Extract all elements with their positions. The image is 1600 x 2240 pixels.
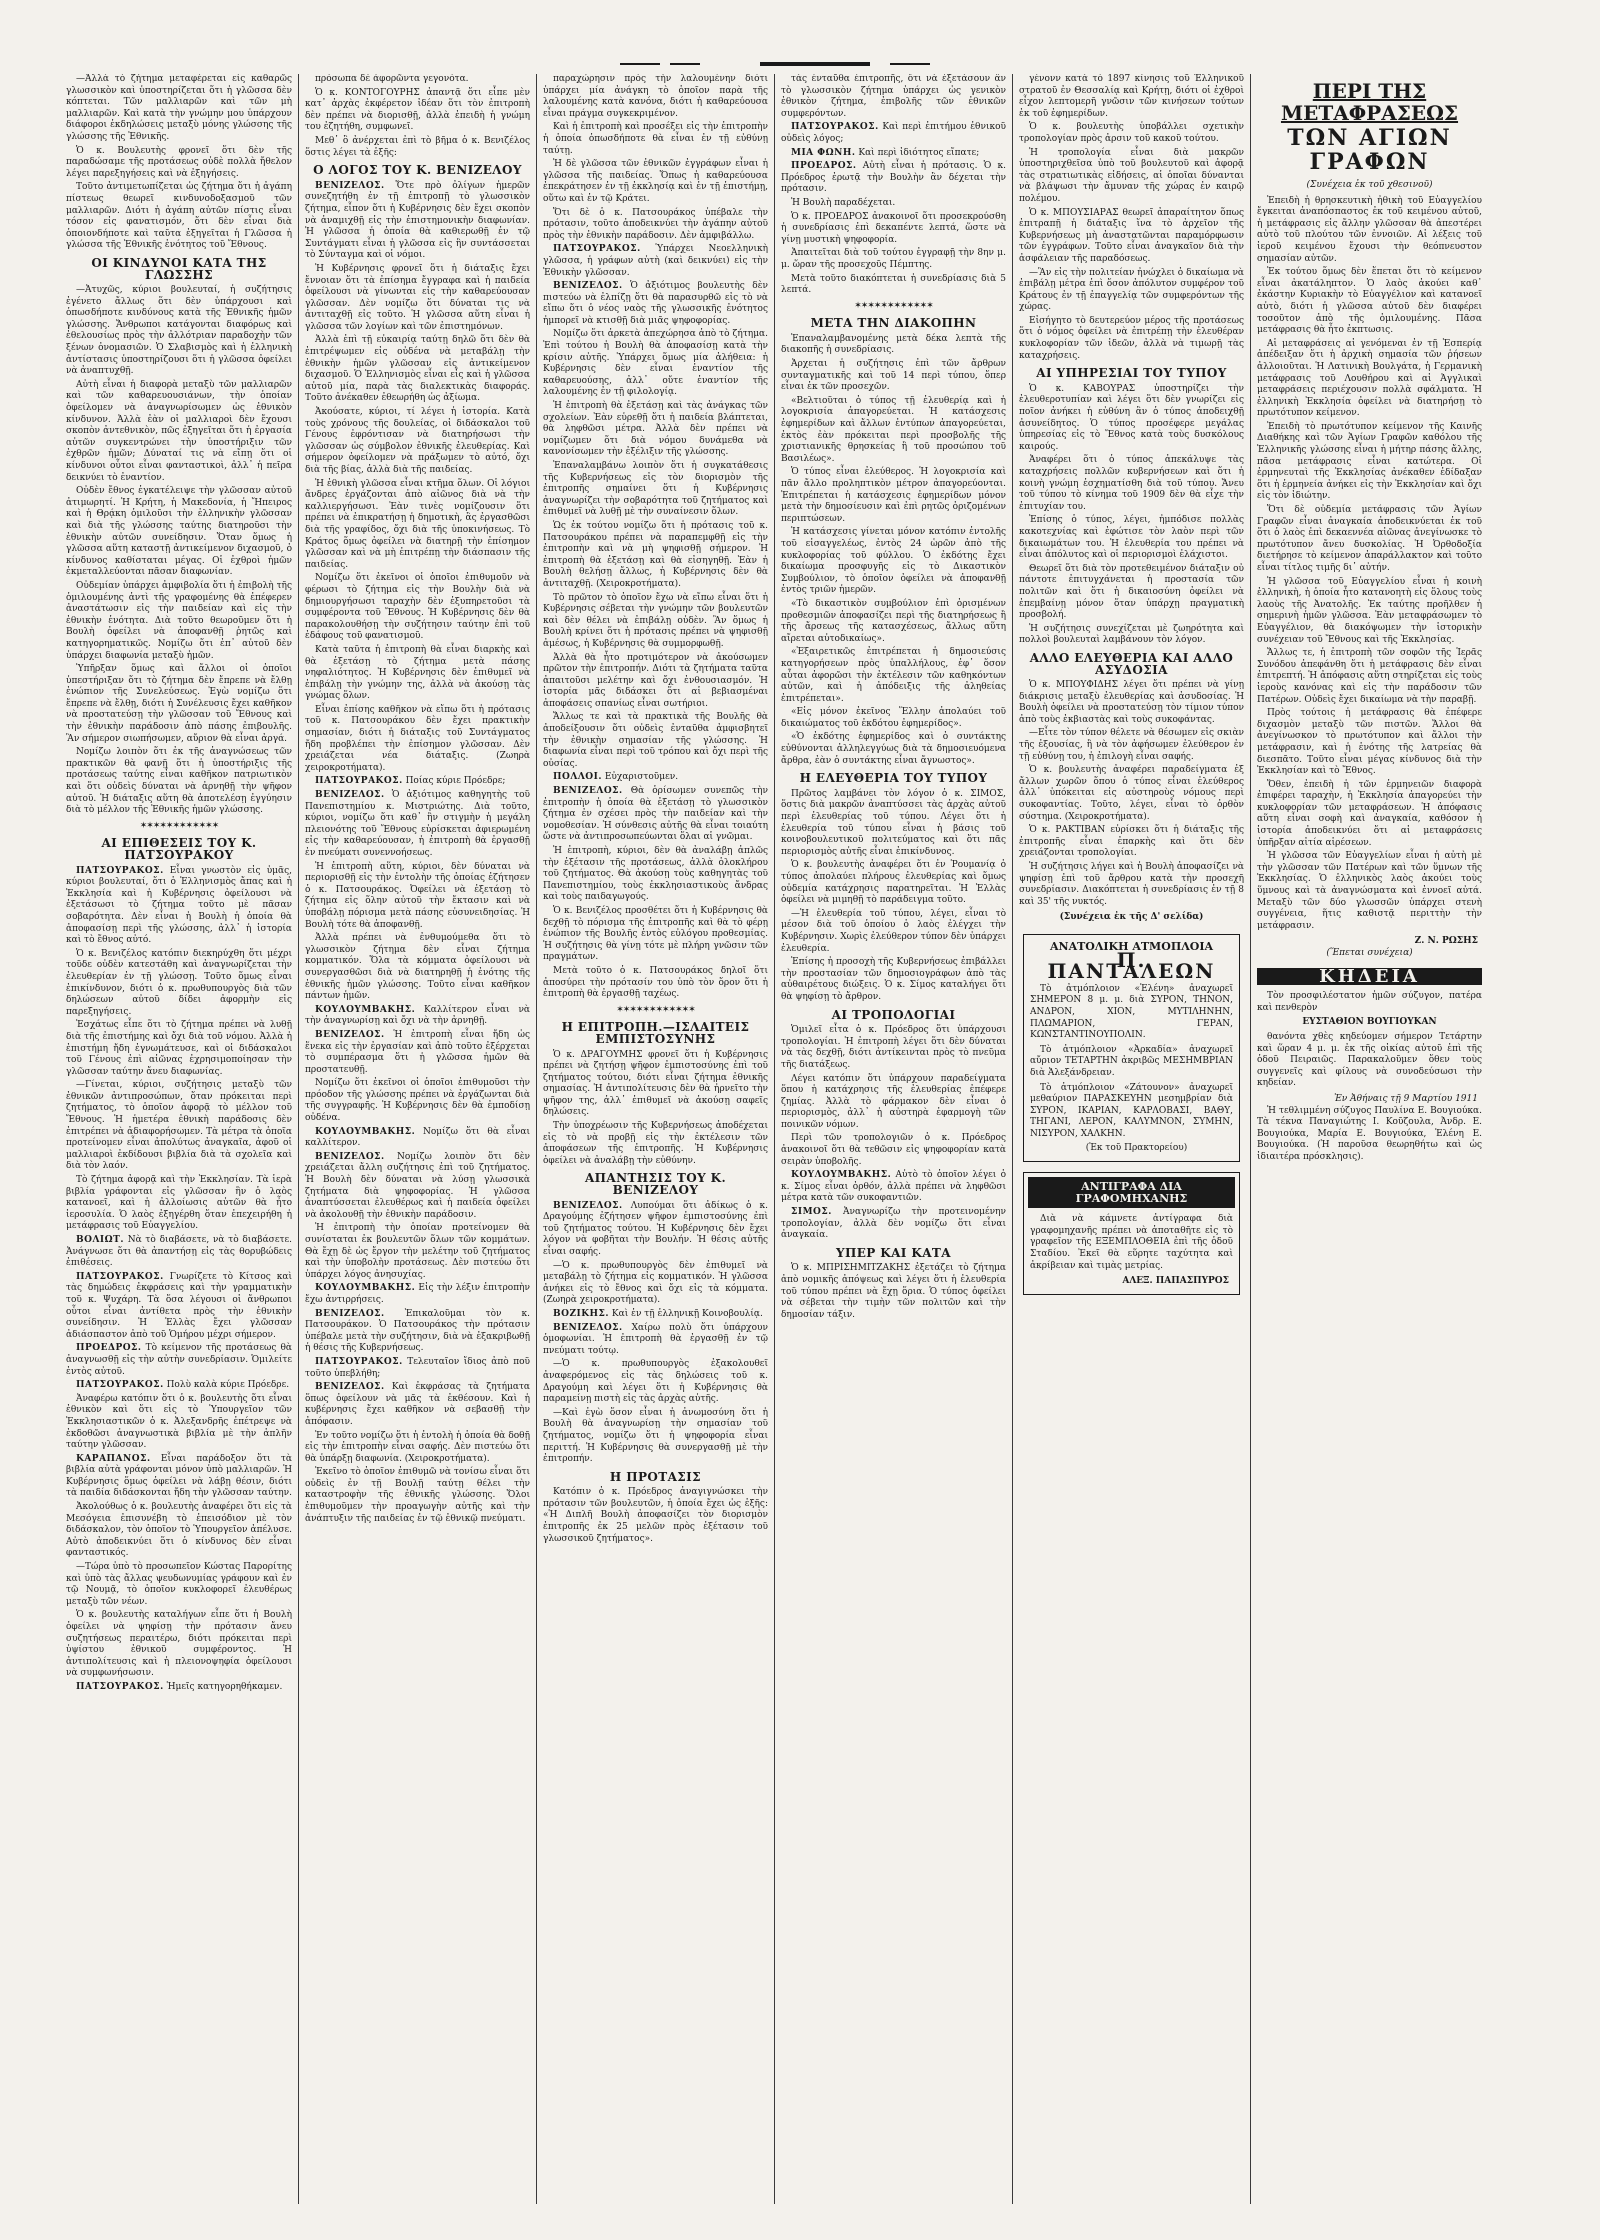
shipping-company: Π. ΠΑΝΤΑΛΕΩΝ [1047,947,1216,984]
funeral-date: Ἐν Ἀθήναις τῇ 9 Μαρτίου 1911 [1334,1093,1478,1104]
column-6: ΠΕΡΙ ΤΗΣ ΜΕΤΑΦΡΑΣΕΩΣ ΤΩΝ ΑΓΙΩΝ ΓΡΑΦΩΝ (Συνέχεια ἐκ τοῦ χθεσινοῦ) Ἐπειδὴ ἡ θρησκευτικὴ ἠθικὴ τοῦ Εὐαγγελίου ἔγκειται ἀναπόσπαστος ἐκ τοῦ κειμένου αὐτοῦ, ἡ μετάφρασις εἰς ἄλλην γλῶσσαν θὰ ἀπεστέρει αὐτὸ τοῦ πλούτου τῶν ἐννοιῶν. Αἱ λέξεις τοῦ ἱεροῦ κειμένου ἔχουσι τὴν θεόπνευστον σημασίαν αὐτῶν. Ἐκ τούτου ὅμως δὲν ἕπεται ὅτι τὸ κείμενον εἶναι ἀκατάληπτον. Ὁ λαὸς ἀκούει καθ᾽ ἑκάστην Κυριακὴν τὸ Εὐαγγέλιον καὶ κατανοεῖ αὐτὸ, διότι ἡ γλῶσσα αὐτοῦ δὲν διαφέρει τοσοῦτον ἀπὸ τῆς ὁμιλουμένης. Πᾶσα μετάφρασις θὰ ἦτο ἐκπτωσις. Αἱ μεταφράσεις αἱ γενόμεναι ἐν τῇ Ἑσπερίᾳ ἀπέδειξαν ὅτι ἡ ἀρχικὴ σημασία τῶν ῥήσεων ἀλλοιοῦται. Ἡ Λατινικὴ Βουλγάτα, ἡ Γερμανικὴ μετάφρασις τοῦ Λουθήρου καὶ αἱ Ἀγγλικαὶ μεταφράσεις περιέχουσιν πολλὰ σφάλματα. Ἡ ἑλληνικὴ Ἐκκλησία ὀφείλει νὰ διατηρήσῃ τὸ πρωτότυπον κείμενον. Ἐπειδὴ τὸ πρωτότυπον κείμενον τῆς Καινῆς Διαθήκης καὶ τῶν Ἁγίων Γραφῶν καθόλου τῆς Ἑλληνικῆς γλώσσης εἶναι ἡ μήτηρ πάσης ἄλλης, πᾶσα μετάφρασις εἶναι κατώτερα. Οἱ ἑρμηνευταὶ τῆς Ἐκκλησίας ἀνέκαθεν ἐδίδαξαν ὅτι ἡ ἑρμηνεία ἀνήκει εἰς τὴν Ἐκκλησίαν καὶ ὄχι εἰς τὸν ἰδιώτην. Ὅτι δὲ οὐδεμία μετάφρασις τῶν Ἁγίων Γραφῶν εἶναι ἀναγκαία ἀποδεικνύεται ἐκ τοῦ ὅτι ὁ λαὸς ἐπὶ δεκαεννέα αἰῶνας ἀνεγίνωσκε τὸ πρωτότυπον ἄνευ δυσκολίας. Ἡ Ὀρθοδοξία διετήρησε τὸ κείμενον ἀπαράλλακτον καὶ τοῦτο εἶναι τίτλος τιμῆς δι᾽ αὐτήν. Ἡ γλῶσσα τοῦ Εὐαγγελίου εἶναι ἡ κοινὴ ἑλληνικὴ, ἡ ὁποία ἦτο κατανοητὴ εἰς ὅλους τοὺς λαοὺς τῆς Ἀνατολῆς. Ἐκ ταύτης προῆλθεν ἡ σημερινὴ ἡμῶν γλῶσσα. Ἐὰν μεταφράσωμεν τὸ Εὐαγγέλιον, θὰ διακόψωμεν τὴν ἱστορικὴν συνέχειαν τοῦ Ἔθνους καὶ τῆς Ἐκκλησίας. Ἄλλως τε, ἡ ἐπιτροπὴ τῶν σοφῶν τῆς Ἱερᾶς Συνόδου ἀπεφάνθη ὅτι ἡ μετάφρασις δὲν εἶναι ἐπιτρεπτή. Ἡ ἀπόφασις αὕτη στηρίζεται εἰς τοὺς ἱεροὺς κανόνας καὶ εἰς τὴν παράδοσιν τῶν Πατέρων. Οὐδεὶς ἔχει δικαίωμα νὰ τὴν παραβῇ. Πρὸς τούτοις ἡ μετάφρασις θὰ ἐπέφερε διχασμὸν μεταξὺ τῶν πιστῶν. Ἄλλοι θὰ ἀνεγίνωσκον τὸ πρωτότυπον καὶ ἄλλοι τὴν μετάφρασιν, καὶ ἡ ἑνότης τῆς λατρείας θὰ διεσπᾶτο. Τοῦτο εἶναι μέγας κίνδυνος διὰ τὴν Ἐκκλησίαν καὶ τὸ Ἔθνος. Ὅθεν, ἐπειδὴ ἡ τῶν ἑρμηνειῶν διαφορὰ ἐπιφέρει ταραχὴν, ἡ Ἐκκλησία ἀπαγορεύει τὴν κυκλοφορίαν τῶν μεταφράσεων. Ἡ ἀπόφασις αὕτη εἶναι σοφὴ καὶ ἀναγκαία, καθόσον ἡ ἱστορία ἀποδεικνύει ὅτι αἱ μεταφράσεις ὑπῆρξαν αἰτία αἱρέσεων. Ἡ γλῶσσα τῶν Εὐαγγελίων εἶναι ἡ αὐτὴ μὲ τὴν γλῶσσαν τῶν Πατέρων καὶ τῶν ὕμνων τῆς Ἐκκλησίας. Ὁ ἑλληνικὸς λαὸς ἀκούει τοὺς ὕμνους καὶ τὰ ἀναγνώσματα καὶ ἐννοεῖ αὐτά. Μεταξὺ τῶν δύο γλωσσῶν ὑπάρχει στενὴ συγγένεια, ἥτις καθιστᾷ περιττὴν τὴν μετάφρασιν. Ζ. Ν. ΡΩΣΗΣ (Ἕπεται συνέχεια) ΚΗΔΕΙΑ Τὸν προσφιλέστατον ἡμῶν σύζυγον, πατέρα καὶ πενθερὸν ΕΥΣΤΑΘΙΟΝ ΒΟΥΓΙΟΥΚΑΝ θανόντα χθὲς κηδεύομεν σήμερον Τετάρτην καὶ ὥραν 4 μ. μ. ἐκ τῆς οἰκίας αὐτοῦ ἐπὶ τῆς ὁδοῦ Πειραιῶς. Παρακαλοῦμεν ὅθεν τοὺς συγγενεῖς καὶ φίλους νὰ συνοδεύσωσι τὴν κηδείαν. Ἐν Ἀθήναις τῇ 9 Μαρτίου 1911 Ἡ τεθλιμμένη σύζυγος Παυλίνα Ε. Βουγιούκα. Τὰ τέκνα Παναγιώτης Ι. Κοῦζουλα, Ἀνδρ. Ε. Βουγιούκα, Μαρία Ε. Βουγιούκα, Ἑλένη Ε. Βουγιούκα. (Ἡ παροῦσα θεωρηθήτω καὶ ὡς ἰδιαιτέρα πρόσκλησις). [1250,74,1488,2204]
article-author: Ζ. Ν. ΡΩΣΗΣ [1414,936,1478,947]
article-title-line2: ΤΩΝ ΑΓΙΩΝ ΓΡΑΦΩΝ [1287,125,1452,175]
typewriter-title: ΑΝΤΙΓΡΑΦΑ ΔΙΑ ΓΡΑΦΟΜΗΧΑΝΗΣ [1028,1177,1235,1208]
columns [60,74,1560,2204]
article-continued: (Ἕπεται συνέχεια) [1326,948,1413,958]
column-5: γένονν κατὰ τὸ 1897 κίνησις τοῦ Ἑλληνικοῦ στρατοῦ ἐν Θεσσαλίᾳ καὶ Κρήτῃ, διότι οἱ ἐχθροὶ εἶχον λεπτομερῆ γνῶσιν τῶν κινήσεων τούτων ἐκ τοῦ ἐφημερίδων. Ὁ κ. βουλευτὴς ὑποβάλλει σχετικὴν τροπολογίαν πρὸς ἀρσιν τοῦ κακοῦ τούτου. Ἡ τροπολογία εἶναι διὰ μακρῶν ὑποστηριχθεῖσα ὑπὸ τοῦ βουλευτοῦ καὶ ἀφορᾷ τὰς στρατιωτικὰς εἰδήσεις, αἱ ὁποῖαι δύνανται νὰ βλάψωσι τὴν ἄμυναν τῆς χώρας ἐν καιρῷ πολέμου. Ὁ κ. ΜΠΟΥΣΙΑΡΑΣ θεωρεῖ ἀπαραίτητον ὅπως ἐπιτραπῇ ἡ διάταξις ἵνα τὸ ἀρχεῖον τῆς Κυβερνήσεως μὴ ἀναστατῶνται παραμόρφωσιν τῶν ἐγγράφων. Τοῦτο εἶναι ἀναγκαῖον διὰ τὴν ἀσφάλειαν τῆς παραδόσεως. —Ἂν εἰς τὴν πολιτείαν ἠνώχλει ὁ δικαίωμα νὰ ἐπιβάλῃ μέτρα ἐπὶ ὅσον ἀπόλυτον συμφέρον τοῦ Κράτους ἐν τῇ ἐπαγγελίᾳ τῶν συμφερόντων τῆς χώρας. Εἰσήγητο τὸ δευτερεύον μέρος τῆς προτάσεως ὅτι ὁ νόμος ὀφείλει νὰ ἐπιτρέπῃ τὴν ἐλευθέραν κυκλοφορίαν τῶν ἰδεῶν, ἀλλὰ νὰ τιμωρῇ τὰς καταχρήσεις. ΑΙ ΥΠΗΡΕΣΙΑΙ ΤΟΥ ΤΥΠΟΥ Ὁ κ. ΚΑΒΟΥΡΑΣ ὑποστηρίζει τὴν ἐλευθεροτυπίαν καὶ λέγει ὅτι δὲν γνωρίζει εἰς ποῖον ἀνήκει ἡ εὐθύνη ἂν ὁ τύπος ἀποδειχθῇ ἀσυνείδητος. Ὁ τύπος προσέφερε μεγάλας ὑπηρεσίας εἰς τὸ Ἔθνος κατὰ τοὺς δυσκόλους καιρούς. Ἀναφέρει ὅτι ὁ τύπος ἀπεκάλυψε τὰς καταχρήσεις πολλῶν κυβερνήσεων καὶ ὅτι ἡ κοινὴ γνώμη ἐσχηματίσθη διὰ τοῦ τύπου. Ἄνευ τοῦ τύπου τὸ κίνημα τοῦ 1909 δὲν θὰ εἶχε τὴν ἐπιτυχίαν του. Ἐπίσης ὁ τύπος, λέγει, ἠμπόδισε πολλὰς κακοτεχνίας καὶ ἐφώτισε τὸν λαὸν περὶ τῶν δικαιωμάτων του. Ἡ ἐλευθερία του πρέπει νὰ εἶναι ἀπόλυτος καὶ οἱ περιορισμοὶ ἐλάχιστοι. Θεωρεῖ ὅτι διὰ τὸν προτεθειμένον διάταξιν οὐ πάντοτε ἐπιτυγχάνεται ἡ προστασία τῶν πολιτῶν καὶ ὅτι ἡ δικαιοσύνη ὀφείλει νὰ ἐπεμβαίνῃ μόνον ὅταν ὑπάρχῃ πραγματικὴ προσβολή. Ἡ συζήτησις συνεχίζεται μὲ ζωηρότητα καὶ πολλοὶ βουλευταὶ λαμβάνουν τὸν λόγον. ΑΛΛΟ ΕΛΕΥΘΕΡΙΑ ΚΑΙ ΑΛΛΟ ΑΣΥΔΟΣΙΑ Ὁ κ. ΜΠΟΥΦΙΔΗΣ λέγει ὅτι πρέπει νὰ γίνῃ διάκρισις μεταξὺ ἐλευθερίας καὶ ἀσυδοσίας. Ἡ Βουλὴ ὀφείλει νὰ προστατεύσῃ τὸν τίμιον τύπον ἀπὸ τοὺς ἐκβιαστὰς καὶ τοὺς συκοφάντας. —Εἶτε τὸν τύπον θέλετε νὰ θέσωμεν εἰς σκιὰν τῆς ἐξουσίας, ἢ νὰ τὸν ἀφήσωμεν ἐλεύθερον ἐν τῇ εὐθύνῃ του, ἡ ἐπιλογὴ εἶναι σαφής. Ὁ κ. βουλευτὴς ἀναφέρει παραδείγματα ἐξ ἄλλων χωρῶν ὅπου ὁ τύπος εἶναι ἐλεύθερος ἀλλ᾽ ὑπόκειται εἰς αὐστηροὺς νόμους περὶ συκοφαντίας. Τοῦτο, λέγει, εἶναι τὸ ὀρθὸν σύστημα. (Χειροκροτήματα). Ὁ κ. ΡΑΚΤΙΒΑΝ εὐρίσκει ὅτι ἡ διάταξις τῆς ἐπιτροπῆς εἶναι ἐπαρκὴς καὶ ὅτι δὲν χρειάζονται τροπολογίαι. Ἡ συζήτησις λήγει καὶ ἡ Βουλὴ ἀποφασίζει νὰ ψηφίσῃ ἐπὶ τοῦ ἄρθρου κατὰ τὴν προσεχῆ συνεδρίασιν. Διακόπτεται ἡ συνεδρίασις ἐν τῇ 8 καὶ 35' τῆς νυκτός. (Συνέχεια ἐκ τῆς Δ' σελίδα) ΑΝΑΤΟΛΙΚΗ ΑΤΜΟΠΛΟΙΑ Π. ΠΑΝΤΑΛΕΩΝ Τὸ ἀτμόπλοιον «Ἑλένη» ἀναχωρεῖ ΣΗΜΕΡΟΝ 8 μ. μ. διὰ ΣΥΡΟΝ, ΤΗΝΟΝ, ΑΝΔΡΟΝ, ΧΙΟΝ, ΜΥΤΙΛΗΝΗΝ, ΠΛΩΜΑΡΙΟΝ, ΓΕΡΑΝ, ΚΩΝΣΤΑΝΤΙΝΟΥΠΟΛΙΝ. Τὸ ἀτμόπλοιον «Ἀρκαδία» ἀναχωρεῖ αὔριον ΤΕΤΑΡΤΗΝ ἀκριβῶς ΜΕΣΗΜΒΡΙΑΝ διὰ Ἀλεξάνδρειαν. Τὸ ἀτμόπλοιον «Ζάτουνον» ἀναχωρεῖ μεθαύριον ΠΑΡΑΣΚΕΥΗΝ μεσημβρίαν διὰ ΣΥΡΟΝ, ΙΚΑΡΙΑΝ, ΚΑΡΛΟΒΑΣΙ, ΒΑΘΥ, ΤΗΓΑΝΙ, ΛΕΡΟΝ, ΚΑΛΥΜΝΟΝ, ΣΥΜΗΝ, ΝΙΣΥΡΟΝ, ΧΑΛΚΗΝ. (Ἐκ τοῦ Πρακτορείου) ΑΝΤΙΓΡΑΦΑ ΔΙΑ ΓΡΑΦΟΜΗΧΑΝΗΣ Διὰ νὰ κάμνετε ἀντίγραφα διὰ γραφομηχανῆς πρέπει νὰ ἀποταθῆτε εἰς τὸ γραφεῖον τῆς ΕΞΕΜΠΛΟΘΕΙΑ ἐπὶ τῆς ὁδοῦ Σταδίου. Ἐκεῖ θὰ εὕρητε ταχύτητα καὶ ἀκρίβειαν καὶ τιμὰς μετρίας. ΑΛΕΞ. ΠΑΠΑΣΠΥΡΟΣ [1012,74,1250,2204]
heading-tropologiai: ΑΙ ΤΡΟΠΟΛΟΓΙΑΙ [831,1007,956,1022]
typewriter-ad: ΑΝΤΙΓΡΑΦΑ ΔΙΑ ΓΡΑΦΟΜΗΧΑΝΗΣ Διὰ νὰ κάμνετε ἀντίγραφα διὰ γραφομηχανῆς πρέπει νὰ ἀποταθῆτε εἰς τὸ γραφεῖον τῆς ΕΞΕΜΠΛΟΘΕΙΑ ἐπὶ τῆς ὁδοῦ Σταδίου. Ἐκεῖ θὰ εὕρητε ταχύτητα καὶ ἀκρίβειαν καὶ τιμὰς μετρίας. ΑΛΕΞ. ΠΑΠΑΣΠΥΡΟΣ [1023,1172,1240,1295]
newspaper-page [60,60,1560,2210]
heading-diakopi: ΜΕΤΑ ΤΗΝ ΔΙΑΚΟΠΗΝ [810,316,977,331]
column-3: παραχώρησιν πρὸς τὴν λαλουμένην διότι ὑπάρχει μία ἀνάγκη τὸ ὁποῖον παρὰ τῆς λαλουμένης κατὰ κανόνα, διότι ἡ καθαρεύουσα εἶναι πράγμα συγκεκριμένον. Καὶ ἡ ἐπιτροπὴ καὶ προσέξει εἰς τὴν ἐπιτροπὴν ἡ ὁποία ὁπωσδήποτε θὰ εἶναι ἐν τῇ εὐθύνῃ ταύτῃ. Ἡ δὲ γλῶσσα τῶν ἐθνικῶν ἐγγράφων εἶναι ἡ γλῶσσα τῆς παιδείας. Ὅπως ἡ καθαρεύουσα ἐπεκράτησεν ἐν τῇ ἐκκλησίᾳ καὶ ἐν τῇ ἐπιστήμῃ, οὕτω καὶ ἐν τῷ Κράτει. Ὅτι δὲ ὁ κ. Πατσουράκος ὑπέβαλε τὴν πρότασιν, τοῦτο ἀποδεικνύει τὴν ἀγάπην αὐτοῦ πρὸς τὴν ἐθνικὴν παράδοσιν. Δὲν ἀμφιβάλλω. ΠΑΤΣΟΥΡΑΚΟΣ. Ὑπάρχει Νεοελληνικὴ γλῶσσα, ἡ γράφων αὐτὴ (καὶ δεικνύει) εἰς τὴν Ἐθνικὴν γλῶσσαν. ΒΕΝΙΖΕΛΟΣ. Ὁ ἀξιότιμος βουλευτὴς δὲν πιστεύω νὰ ἐλπίζῃ ὅτι θὰ παρασυρθῶ εἰς τὸ νὰ εἴπω ὅτι ὁ νέος ναὸς τῆς γλωσσικῆς ἐνότητος ἠμπορεῖ νὰ κτισθῇ διὰ μιᾶς ψηφοφορίας. Νομίζω ὅτι ἀρκετὰ ἀπεχώρησα ἀπὸ τὸ ζήτημα. Ἐπὶ τούτου ἡ Βουλὴ θὰ ἀποφασίσῃ κατὰ τὴν κρίσιν αὐτῆς. Ὑπάρχει ὅμως μία ἀλήθεια: ἡ Κυβέρνησις δὲν εἶναι ἐναντίον τῆς καθαρευούσης, ἀλλ᾽ οὔτε ἐναντίον τῆς λαλουμένης ἐν τῇ φιλολογίᾳ. Ἡ ἐπιτροπὴ θὰ ἐξετάσῃ καὶ τὰς ἀνάγκας τῶν σχολείων. Ἐὰν εὑρεθῇ ὅτι ἡ παιδεία βλάπτεται, θὰ ληφθῶσι μέτρα. Ἀλλὰ δὲν πρέπει νὰ νομίζωμεν ὅτι διὰ νόμου δυνάμεθα νὰ κανονίσωμεν τὴν ἐξέλιξιν τῆς γλώσσης. Ἐπαναλαμβάνω λοιπὸν ὅτι ἡ συγκατάθεσις τῆς Κυβερνήσεως εἰς τὸν διορισμὸν τῆς ἐπιτροπῆς σημαίνει ὅτι ἡ Κυβέρνησις ἀναγνωρίζει τὴν σοβαρότητα τοῦ ζητήματος καὶ ἐπιθυμεῖ νὰ λυθῇ μὲ τὴν συναίνεσιν ὅλων. Ὡς ἐκ τούτου νομίζω ὅτι ἡ πρότασις τοῦ κ. Πατσουράκου πρέπει νὰ παραπεμφθῇ εἰς τὴν ἐπιτροπὴν καὶ νὰ μὴ ψηφισθῇ σήμερον. Ἡ ἐπιτροπὴ θὰ ἐξετάσῃ καὶ θὰ εἰσηγηθῇ. Ἐὰν ἡ Βουλὴ θελήσῃ ἄλλως, ἡ Κυβέρνησις δὲν θὰ ἀντιταχθῇ. (Χειροκροτήματα). Τὸ πρῶτον τὸ ὁποῖον ἔχω νὰ εἴπω εἶναι ὅτι ἡ Κυβέρνησις σέβεται τὴν γνώμην τῶν βουλευτῶν καὶ δὲν θέλει νὰ ἐπιβάλῃ οὐδὲν. Ἂν ὅμως ἡ Βουλὴ κρίνει ὅτι ἡ πρότασις πρέπει νὰ ψηφισθῇ ἀμέσως, ἡ Κυβέρνησις θὰ συμμορφωθῇ. Ἀλλὰ θὰ ἦτο προτιμότερον νὰ ἀκούσωμεν πρῶτον τὴν ἐπιτροπήν. Διότι τὰ ζητήματα ταῦτα ἀπαιτοῦσι μελέτην καὶ ὄχι ἐνθουσιασμόν. Ἡ ἱστορία μᾶς διδάσκει ὅτι αἱ βεβιασμέναι ἀποφάσεις σπανίως εἶναι σωτήριοι. Ἄλλως τε καὶ τὰ πρακτικὰ τῆς Βουλῆς θὰ ἀποδείξουσιν ὅτι οὐδεὶς ἐνταῦθα ἀμφισβητεῖ τὴν ἐθνικὴν σημασίαν τῆς γλώσσης. Ἡ διαφωνία εἶναι περὶ τοῦ τρόπου καὶ ὄχι περὶ τῆς οὐσίας. ΠΟΛΛΟΙ. Εὐχαριστοῦμεν. ΒΕΝΙΖΕΛΟΣ. Θὰ ὁρίσωμεν συνεπῶς τὴν ἐπιτροπὴν ἡ ὁποία θὰ ἐξετάσῃ τὸ γλωσσικὸν ζήτημα ἐν σχέσει πρὸς τὴν παιδείαν καὶ τὴν νομοθεσίαν. Ἡ σύνθεσις αὐτῆς θὰ εἶναι τοιαύτη ὥστε νὰ ἀντιπροσωπεύωνται ὅλαι αἱ γνῶμαι. Ἡ ἐπιτροπὴ, κύριοι, δὲν θὰ ἀναλάβῃ ἀπλῶς τὴν ἐξέτασιν τῆς προτάσεως, ἀλλὰ ὁλοκλήρου τοῦ ζητήματος. Θὰ ἀκούσῃ τοὺς καθηγητὰς τοῦ Πανεπιστημίου, τοὺς ἐκκλησιαστικοὺς ἄνδρας καὶ τοὺς παιδαγωγούς. Ὁ κ. Βενιζέλος προσθέτει ὅτι ἡ Κυβέρνησις θὰ δεχθῇ τὸ πόρισμα τῆς ἐπιτροπῆς καὶ θὰ τὸ φέρῃ ἐνώπιον τῆς Βουλῆς ἐντὸς εὐλόγου προθεσμίας. Ἡ συζήτησις θὰ γίνῃ τότε μὲ πλήρη γνῶσιν τῶν πραγμάτων. Μετὰ τοῦτο ὁ κ. Πατσουράκος δηλοῖ ὅτι ἀποσύρει τὴν πρότασίν του ὑπὸ τὸν ὅρον ὅτι ἡ ἐπιτροπὴ θὰ ἐργασθῇ ταχέως. ✶✶✶✶✶✶✶✶✶✶✶✶ Η ΕΠΙΤΡΟΠΗ.—ΙΣΛΑΙΤΕΙΣ ΕΜΠΙΣΤΟΣΥΝΗΣ Ὁ κ. ΔΡΑΓΟΥΜΗΣ φρονεῖ ὅτι ἡ Κυβέρνησις πρέπει νὰ ζητήσῃ ψῆφον ἐμπιστοσύνης ἐπὶ τοῦ ζητήματος τούτου, διότι εἶναι ζήτημα ἐθνικῆς σημασίας. Ἡ ἀντιπολίτευσις δὲν θὰ ἠρνεῖτο τὴν ψῆφον της, ἀλλ᾽ ἐπιθυμεῖ νὰ ἀκούσῃ σαφεῖς δηλώσεις. Τὴν ὑποχρέωσιν τῆς Κυβερνήσεως ἀποδέχεται εἰς τὸ νὰ προβῇ εἰς τὴν ἐκτέλεσιν τῶν ἀποφάσεων τῆς ἐπιτροπῆς. Ἡ Κυβέρνησις ὀφείλει νὰ ἀναλάβῃ τὴν εὐθύνην. ΑΠΑΝΤΗΣΙΣ ΤΟΥ Κ. ΒΕΝΙΖΕΛΟΥ ΒΕΝΙΖΕΛΟΣ. Λυπούμαι ὅτι ἀδίκως ὁ κ. Δραγούμης ἐζήτησεν ψῆφον ἐμπιστοσύνης ἐπὶ τοῦ ζητήματος τούτου. Ἡ Κυβέρνησις δὲν ἔχει λόγον νὰ φοβῆται τὴν Βουλήν. Ἡ θέσις αὐτῆς εἶναι σαφής. —Ὁ κ. πρωθυπουργὸς δὲν ἐπιθυμεῖ νὰ μεταβάλῃ τὸ ζήτημα εἰς κομματικόν. Ἡ γλῶσσα ἀνήκει εἰς τὸ ἔθνος καὶ ὄχι εἰς τὰ κόμματα. (Ζωηρὰ χειροκροτήματα). ΒΟΖΙΚΗΣ. Καὶ ἐν τῇ ἑλληνικῇ Κοινοβουλίᾳ. ΒΕΝΙΖΕΛΟΣ. Χαίρω πολὺ ὅτι ὑπάρχουν ὁμοφωνίαι. Ἡ ἐπιτροπὴ θὰ ἐργασθῇ ἐν τῷ πνεύματι τούτῳ. —Ὁ κ. πρωθυπουργὸς ἐξακολουθεῖ ἀναφερόμενος εἰς τὰς δηλώσεις τοῦ κ. Δραγούμη καὶ λέγει ὅτι ἡ Κυβέρνησις θὰ παραμείνῃ πιστὴ εἰς τὰς ἀρχὰς αὐτῆς. —Καὶ ἐγὼ ὅσον εἶναι ἡ ἀνωμοσύνη ὅτι ἡ Βουλὴ θὰ ἀναγνωρίσῃ τὴν σημασίαν τοῦ ζητήματος, νομίζω ὅτι ἡ ψηφοφορία εἶναι περιττή. Ἡ Κυβέρνησις θὰ συνεργασθῇ μὲ τὴν ἐπιτροπήν. Η ΠΡΟΤΑΣΙΣ Κατόπιν ὁ κ. Πρόεδρος ἀναγιγνώσκει τὴν πρότασιν τῶν βουλευτῶν, ἡ ὁποία ἔχει ὡς ἑξῆς: «Ἡ Διπλῆ Βουλὴ ἀποφασίζει τὸν διορισμὸν ἐπιτροπῆς ἐκ 25 μελῶν πρὸς ἐξέτασιν τοῦ γλωσσικοῦ ζητήματος». [536,74,774,2204]
column-1: —Ἀλλὰ τὸ ζήτημα μεταφέρεται εἰς καθαρῶς γλωσσικὸν καὶ ὑποστηρίζεται ὅτι ἡ γλῶσσα δὲν κόπτεται. Τῶν μαλλιαρῶν καὶ τῶν μὴ μαλλιαρῶν. Καὶ κατὰ τὴν γνώμην μου ὑπάρχουν διάφοροι ἐκδηλώσεις μεταξὺ μόνης γλώσσης τῆς γλώσσης τῆς Ἐθνικῆς. Ὁ κ. Βουλευτὴς φρονεῖ ὅτι δὲν τῆς παραδώσαμε τῆς προτάσεως οὐδὲ πολλὰ ἤθελον λέγει παρεξηγήσεις καὶ νὰ ἐξηγήσεις. Τοῦτο ἀντιμετωπίζεται ὡς ζήτημα ὅτι ἡ ἀγάπη πίστεως θεωρεῖ κινδυνοδοξασμοῦ τῶν μαλλιαρῶν. Διότι ἡ ἀγάπη αὐτῶν πίστις εἶναι τόσον εἰς φανατισμόν, ὅτι δὲν εἶναι διὰ ὁποιονδήποτε καὶ ταῦτα ἐξηγεῖται ἡ Γλῶσσα ἡ γλώσσα τῆς Ἐθνικῆς ἑνότητος τοῦ Ἔθνους. ΟΙ ΚΙΝΔΥΝΟΙ ΚΑΤΑ ΤΗΣ ΓΛΩΣΣΗΣ —Ἀτυχῶς, κύριοι βουλευταί, ἡ συζήτησις ἐγένετο ἄλλως ὅτι δὲν ὑπάρχουσι καὶ ὁπωσδήποτε κινδύνους κατὰ τῆς Ἐθνικῆς ἡμῶν γλώσσης. Ἄνθρωποι κατάγονται διαφόρως καὶ ἐθελουσίως πρὸς τὴν ἀλλότριαν παραδοχὴν τῶν ξένων ὀνομασιῶν. Ὁ Σλαβισμὸς καὶ ἡ ἑλληνικὴ ἀντίστασις ὑποστηρίζουσι ὅτι ἡ γλῶσσα ὀφείλει νὰ ἀναπτυχθῇ. Αὐτὴ εἶναι ἡ διαφορὰ μεταξὺ τῶν μαλλιαρῶν καὶ τῶν καθαρευουσιάνων, τὴν ὁποίαν ὀφείλομεν νὰ ἀναγνωρίσωμεν ὡς ἐθνικὸν κίνδυνον. Ἀλλὰ ἐὰν οἱ μαλλιαροὶ δὲν ἔχουσι σκοπὸν ἀντεθνικὸν, πῶς ἐξηγεῖται ὅτι ἡ ἐργασία αὐτῶν συγκεντρώνει τὴν ὑποστήριξιν τῶν ἐχθρῶν ἡμῶν; Δύναταί τις νὰ εἴπῃ ὅτι οἱ κίνδυνοι οὗτοι εἶναι φανταστικοὶ, ἀλλ᾽ ἡ πεῖρα δεικνύει τὸ ἐναντίον. Οὐδὲν ἔθνος ἐγκατέλειψε τὴν γλῶσσαν αὐτοῦ ἀτιμωρητί. Ἡ Κρήτη, ἡ Μακεδονία, ἡ Ἤπειρος καὶ ἡ Θρᾴκη ὁμιλοῦσι τὴν ἑλληνικὴν γλῶσσαν καὶ διὰ τῆς γλώσσης ταύτης διατηροῦσι τὴν ἐθνικὴν αὐτῶν συνείδησιν. Ὅταν ὅμως ἡ γλῶσσα αὕτη καταστῇ ἀντικείμενον διχασμοῦ, ὁ κίνδυνος καθίσταται μέγας. Οἱ ἐχθροὶ ἡμῶν ἐκμεταλλεύονται πᾶσαν διαφωνίαν. Οὐδεμίαν ὑπάρχει ἀμφιβολία ὅτι ἡ ἐπιβολὴ τῆς ὁμιλουμένης ἀντὶ τῆς γραφομένης θὰ ἐπέφερεν ἀναστάτωσιν εἰς τὴν παιδείαν καὶ εἰς τὴν ἐθνικὴν ἑνότητα. Διὰ τοῦτο θεωροῦμεν ὅτι ἡ Βουλὴ ὀφείλει νὰ ἀποφανθῇ ῥητῶς καὶ κατηγορηματικῶς. Νομίζω ὅτι ἐπ᾽ αὐτοῦ δὲν ὑπάρχει διαφωνία μεταξὺ ἡμῶν. Ὑπῆρξαν ὅμως καὶ ἄλλοι οἱ ὁποῖοι ὑπεστήριξαν ὅτι τὸ ζήτημα δὲν ἔπρεπε νὰ ἔλθῃ ἐνώπιον τῆς Συνελεύσεως. Ἐγὼ νομίζω ὅτι ἔπρεπε νὰ ἔλθῃ, διότι ἡ Συνέλευσις ἔχει καθῆκον νὰ προστατεύσῃ τὴν γλῶσσαν τοῦ Ἔθνους καὶ τὴν ἐθνικὴν παράδοσιν ἀπὸ πάσης ἐπιβουλῆς. Ἂν σήμερον σιωπήσωμεν, αὔριον θὰ εἶναι ἀργά. Νομίζω λοιπὸν ὅτι ἐκ τῆς ἀναγνώσεως τῶν πρακτικῶν θὰ φανῇ ὅτι ἡ ὑποστήριξις τῆς προτάσεως ταύτης εἶναι καθῆκον πατριωτικὸν καὶ ὅτι οὐδεὶς δύναται νὰ ἀρνηθῇ τὴν ψῆφον αὐτοῦ. Ἡ διάταξις αὕτη θὰ ἀποτελέσῃ ἐγγύησιν διὰ τὸ μέλλον τῆς Ἐθνικῆς ἡμῶν γλώσσης. ✶✶✶✶✶✶✶✶✶✶✶✶ ΑΙ ΕΠΙΘΕΣΕΙΣ ΤΟΥ Κ. ΠΑΤΣΟΥΡΑΚΟΥ ΠΑΤΣΟΥΡΑΚΟΣ. Εἶναι γνωστὸν εἰς ὑμᾶς, κύριοι βουλευταί, ὅτι ὁ Ἑλληνισμὸς ἄπας καὶ ἡ Ἐκκλησία καὶ ἡ Κυβέρνησις ὀφείλουσι νὰ ἐξετάσωσι τὸ ζήτημα τοῦτο μὲ πᾶσαν σοβαρότητα. Δὲν εἶναι ἡ Βουλὴ ἡ ὁποία θὰ ἀποφασίσῃ περὶ τῆς γλώσσης, ἀλλ᾽ ἡ ἱστορία καὶ τὸ ἔθνος αὐτό. Ὁ κ. Βενιζέλος κατόπιν διεκηρύχθη ὅτι μέχρι τοῦδε οὐδὲν κατεστάθη καὶ ἀναγνωρίζεται τὴν ἐλευθερίαν ἐν τῇ γλώσσῃ. Τοῦτο ὅμως εἶναι ἐπικίνδυνον, διότι ὁ κ. πρωθυπουργὸς διὰ τῶν δηλώσεων αὐτοῦ δίδει ἀφορμὴν εἰς παρεξηγήσεις. Ἐσχάτως εἶπε ὅτι τὸ ζήτημα πρέπει νὰ λυθῇ διὰ τῆς ἐπιστήμης καὶ ὄχι διὰ τοῦ νόμου. Ἀλλὰ ἡ ἐπιστήμη ἤδη ἐγνωμάτευσε, καὶ οἱ διδάσκαλοι τοῦ Γένους ἐπὶ αἰῶνας ἐχρησιμοποίησαν τὴν γλῶσσαν ταύτην ἄνευ διαφωνίας. —Γίνεται, κύριοι, συζήτησις μεταξὺ τῶν ἐθνικῶν ἀντιπροσώπων, ὅταν πρόκειται περὶ ζητήματος, τὸ ὁποῖον ἀφορᾷ τὸ μέλλον τοῦ Ἔθνους. Ἡ ἡμετέρα ἐθνικὴ παράδοσις δὲν ἐπιτρέπει νὰ ἀδιαφορήσωμεν. Τὰ μέτρα τὰ ὁποῖα προτείνομεν εἶναι ἀπολύτως ἀναγκαῖα, ἀφοῦ οἱ μαλλιαροὶ ἐκδίδουσι βιβλία διὰ τὰ σχολεῖα καὶ διὰ τὸν λαόν. Τὸ ζήτημα ἀφορᾷ καὶ τὴν Ἐκκλησίαν. Τὰ ἱερὰ βιβλία γράφονται εἰς γλῶσσαν ἣν ὁ λαὸς κατανοεῖ, καὶ ἡ ἀλλοίωσις αὐτῶν θὰ ἦτο ἱεροσυλία. Ὁ λαὸς ἐξηγέρθη ὅταν ἐπεχειρήθη ἡ μετάφρασις τοῦ Εὐαγγελίου. ΒΟΛΙΩΤ. Νὰ τὸ διαβάσετε, νὰ τὸ διαβάσετε. Ἀνάγνωσε ὅτι θὰ ἀπαντήσῃ εἰς τὰς θορυβώδεις ἐπιθέσεις. ΠΑΤΣΟΥΡΑΚΟΣ. Γνωρίζετε τὸ Κίτσος καὶ τὰς δημώδεις ἐκφράσεις καὶ τὴν γραμματικὴν τοῦ κ. Ψυχάρη. Τὰ ὅσα λέγουσι οἱ ἄνθρωποι οὗτοι εἶναι ἀντίθετα πρὸς τὴν ἐθνικὴν συνείδησιν. Ἡ Ἑλλὰς ἔχει γλῶσσαν ἀδιάσπαστον ἀπὸ τοῦ Ὁμήρου μέχρι σήμερον. ΠΡΟΕΔΡΟΣ. Τὸ κείμενον τῆς προτάσεως θὰ ἀναγνωσθῇ εἰς τὴν αὐτὴν συνεδρίασιν. Ὁμιλείτε ἐντὸς αὐτοῦ. ΠΑΤΣΟΥΡΑΚΟΣ. Πολὺ καλὰ κύριε Πρόεδρε. Ἀναφέρω κατόπιν ὅτι ὁ κ. βουλευτὴς ὅτι εἶναι ἐθνικὸν καὶ ὅτι εἰς τὸ Ὑπουργεῖον τῶν Ἐκκλησιαστικῶν ὁ κ. Ἀλεξανδρῆς ἐπέτρεψε νὰ ἐκδοθῶσι ἀναγνωστικὰ βιβλία μὲ τὴν ἁπλῆν ταύτην γλῶσσαν. ΚΑΡΑΠΑΝΟΣ. Εἶναι παράδοξον ὅτι τὰ βιβλία αὐτὰ γράφονται μόνον ὑπὸ μαλλιαρῶν. Ἡ Κυβέρνησις ὅμως ὀφείλει νὰ λάβῃ θέσιν, διότι τὰ παιδία διδάσκονται ἤδη τὴν γλῶσσαν ταύτην. Ἀκολούθως ὁ κ. βουλευτὴς ἀναφέρει ὅτι εἰς τὰ Μεσόγεια ἐπισυνέβη τὸ ἐπεισόδιον μὲ τὸν διδάσκαλον, τὸν ὁποῖον τὸ Ὑπουργεῖον ἀπέλυσε. Αὐτὸ ἀποδεικνύει ὅτι ὁ κίνδυνος δὲν εἶναι φανταστικός. —Τώρα ὑπὸ τὸ προσωπεῖον Κώστας Παρορίτης καὶ ὑπὸ τὰς ἄλλας ψευδωνυμίας γράφουν καὶ ἐν τῷ Νουμᾷ, τὸ ὁποῖον κυκλοφορεῖ ἐλευθέρως μεταξὺ τῶν νέων. Ὁ κ. βουλευτὴς καταλήγων εἶπε ὅτι ἡ Βουλὴ ὀφείλει νὰ ψηφίσῃ τὴν πρότασιν ἄνευ συζητήσεως περαιτέρω, διότι πρόκειται περὶ ὑψίστου ἐθνικοῦ συμφέροντος. Ἡ ἀντιπολίτευσις καὶ ἡ πλειονοψηφία ὀφείλουσι νὰ συμφωνήσωσιν. ΠΑΤΣΟΥΡΑΚΟΣ. Ἡμεῖς κατηγορηθήκαμεν. [66,74,292,1692]
separator: ✶✶✶✶✶✶✶✶✶✶✶✶ [854,300,933,311]
heading-yper: ΥΠΕΡ ΚΑΙ ΚΑΤΑ [836,1245,951,1260]
funeral-name: ΕΥΣΤΑΘΙΟΝ ΒΟΥΓΙΟΥΚΑΝ [1302,1017,1437,1028]
heading-eleftheria: Η ΕΛΕΥΘΕΡΙΑ ΤΟΥ ΤΥΠΟΥ [799,771,988,786]
shipping-ad: ΑΝΑΤΟΛΙΚΗ ΑΤΜΟΠΛΟΙΑ Π. ΠΑΝΤΑΛΕΩΝ Τὸ ἀτμόπλοιον «Ἑλένη» ἀναχωρεῖ ΣΗΜΕΡΟΝ 8 μ. μ. διὰ ΣΥΡΟΝ, ΤΗΝΟΝ, ΑΝΔΡΟΝ, ΧΙΟΝ, ΜΥΤΙΛΗΝΗΝ, ΠΛΩΜΑΡΙΟΝ, ΓΕΡΑΝ, ΚΩΝΣΤΑΝΤΙΝΟΥΠΟΛΙΝ. Τὸ ἀτμόπλοιον «Ἀρκαδία» ἀναχωρεῖ αὔριον ΤΕΤΑΡΤΗΝ ἀκριβῶς ΜΕΣΗΜΒΡΙΑΝ διὰ Ἀλεξάνδρειαν. Τὸ ἀτμόπλοιον «Ζάτουνον» ἀναχωρεῖ μεθαύριον ΠΑΡΑΣΚΕΥΗΝ μεσημβρίαν διὰ ΣΥΡΟΝ, ΙΚΑΡΙΑΝ, ΚΑΡΛΟΒΑΣΙ, ΒΑΘΥ, ΤΗΓΑΝΙ, ΛΕΡΟΝ, ΚΑΛΥΜΝΟΝ, ΣΥΜΗΝ, ΝΙΣΥΡΟΝ, ΧΑΛΚΗΝ. (Ἐκ τοῦ Πρακτορείου) [1023,934,1240,1162]
article-title-line1: ΠΕΡΙ ΤΗΣ ΜΕΤΑΦΡΑΣΕΩΣ [1280,79,1459,125]
heading-logos: Ο ΛΟΓΟΣ ΤΟΥ Κ. ΒΕΝΙΖΕΛΟΥ [313,163,522,178]
funeral-notice-title: ΚΗΔΕΙΑ [1257,968,1482,986]
heading-allo: ΑΛΛΟ ΕΛΕΥΘΕΡΙΑ ΚΑΙ ΑΛΛΟ ΑΣΥΔΟΣΙΑ [1029,650,1234,677]
top-rule [60,60,1560,68]
heading-kindynoi: ΟΙ ΚΙΝΔΥΝΟΙ ΚΑΤΑ ΤΗΣ ΓΛΩΣΣΗΣ [91,255,267,282]
continued-note: (Συνέχεια ἐκ τῆς Δ' σελίδα) [1059,912,1204,923]
separator: ✶✶✶✶✶✶✶✶✶✶✶✶ [139,820,219,831]
heading-protasis: Η ΠΡΟΤΑΣΙΣ [609,1469,702,1484]
column-2: πρόσωπα δὲ ἀφορῶντα γεγονότα. Ὁ κ. ΚΟΝΤΟΓΟΥΡΗΣ ἀπαντᾷ ὅτι εἶπε μὲν κατ᾽ ἀρχὰς ἐκφέρετον ἰδέαν ὅτι τὸν ἐπιτροπὴ δὲν πρέπει νὰ διορισθῇ, ἀλλὰ ἐπειδὴ ἡ γνώμη του ἐζητήθη, συμφωνεῖ. Μεθ᾽ ὃ ἀνέρχεται ἐπὶ τὸ βῆμα ὁ κ. Βενιζέλος ὅστις λέγει τὰ ἑξῆς: Ο ΛΟΓΟΣ ΤΟΥ Κ. ΒΕΝΙΖΕΛΟΥ ΒΕΝΙΖΕΛΟΣ. Ὅτε πρὸ ὀλίγων ἡμερῶν συνεζητήθη ἐν τῇ ἐπιτροπῇ τὸ γλωσσικὸν ζήτημα, εἶπον ὅτι ἡ Κυβέρνησις δὲν ἔχει σκοπὸν νὰ ἀναμιχθῇ εἰς τὴν ἐπιστημονικὴν διαφωνίαν. Ἡ γλῶσσα ἡ ὁποία θὰ καθιερωθῇ ἐν τῷ Συντάγματι εἶναι ἡ γλῶσσα εἰς ἣν συντάσσεται τὸ Σύνταγμα καὶ οἱ νόμοι. Ἡ Κυβέρνησις φρονεῖ ὅτι ἡ διάταξις ἔχει ἔννοιαν ὅτι τὰ ἐπίσημα ἔγγραφα καὶ ἡ παιδεία ὀφείλουσι νὰ γίνωνται εἰς τὴν καθαρεύουσαν γλῶσσαν. Δὲν νομίζω ὅτι δύναται τις νὰ ἀντιταχθῇ εἰς τοῦτο. Ἡ γλῶσσα αὕτη εἶναι ἡ γλῶσσα τῶν λογίων καὶ τῶν ἐπιστημόνων. Ἀλλὰ ἐπὶ τῇ εὐκαιρίᾳ ταύτῃ δηλῶ ὅτι δὲν θὰ ἐπιτρέψωμεν εἰς οὐδένα νὰ μεταβάλῃ τὴν ἐθνικὴν ἡμῶν γλῶσσαν εἰς ἀντικείμενον διχασμοῦ. Ὁ Ἑλληνισμὸς εἶναι εἷς καὶ ἡ γλῶσσα αὐτοῦ μία, παρὰ τὰς διαλεκτικὰς διαφοράς. Τοῦτο ἀνέκαθεν ἐθεωρήθη ὡς ἀξίωμα. Ἀκούσατε, κύριοι, τί λέγει ἡ ἱστορία. Κατὰ τοὺς χρόνους τῆς δουλείας, οἱ διδάσκαλοι τοῦ Γένους ἐφρόντισαν νὰ διατηρήσωσι τὴν γλῶσσαν ὡς σύμβολον ἐθνικῆς ἐλευθερίας. Καὶ σήμερον ὀφείλομεν νὰ πράξωμεν τὸ αὐτό, ὄχι διὰ τῆς βίας, ἀλλὰ διὰ τῆς παιδείας. Ἡ ἐθνικὴ γλῶσσα εἶναι κτῆμα ὅλων. Οἱ λόγιοι ἄνδρες ἐργάζονται ἀπὸ αἰῶνος διὰ νὰ τὴν καλλιεργήσωσι. Ἐὰν τινὲς νομίζουσιν ὅτι πρέπει νὰ ἐπικρατήσῃ ἡ δημοτικὴ, ἃς ἐργασθῶσι διὰ τῆς γραφίδος, ὄχι διὰ τῆς ὑποκινήσεως. Τὸ Κράτος ὅμως ὀφείλει νὰ διατηρῇ τὴν ἐπίσημον γλῶσσαν καὶ νὰ μὴ ἐπιτρέπῃ τὴν διάσπασιν τῆς παιδείας. Νομίζω ὅτι ἐκεῖνοι οἱ ὁποῖοι ἐπιθυμοῦν νὰ φέρωσι τὸ ζήτημα εἰς τὴν Βουλὴν διὰ νὰ δημιουργήσωσι ταραχὴν δὲν ἐξυπηρετοῦσι τὰ συμφέροντα τοῦ Ἔθνους. Ἡ Κυβέρνησις δὲν θὰ παρακολουθήσῃ τὴν συζήτησιν ταύτην ἐπὶ τοῦ ἐδάφους τοῦ φανατισμοῦ. Κατὰ ταῦτα ἡ ἐπιτροπὴ θὰ εἶναι διαρκὴς καὶ θὰ ἐξετάσῃ τὸ ζήτημα μετὰ πάσης νηφαλιότητος. Ἡ Κυβέρνησις δὲν ἐπιθυμεῖ νὰ ἐπιβάλῃ τὴν γνώμην της, ἀλλὰ νὰ ἀκούσῃ τὰς γνώμας ὅλων. Εἶναι ἐπίσης καθῆκον νὰ εἴπω ὅτι ἡ πρότασις τοῦ κ. Πατσουράκου δὲν ἔχει πρακτικὴν σημασίαν, διότι ἡ διάταξις τοῦ Συντάγματος ἤδη προβλέπει τὴν ἐπίσημον γλῶσσαν. Δὲν χρειάζεται νέα διάταξις. (Ζωηρὰ χειροκροτήματα). ΠΑΤΣΟΥΡΑΚΟΣ. Ποίας κύριε Πρόεδρε; ΒΕΝΙΖΕΛΟΣ. Ὁ ἀξιότιμος καθηγητὴς τοῦ Πανεπιστημίου κ. Μιστριώτης. Διὰ τοῦτο, κύριοι, νομίζω ὅτι καθ᾽ ἢν στιγμὴν ἡ μεγάλη πλειονότης τοῦ Ἔθνους εὑρίσκεται ἀφιερωμένη εἰς τὴν καθαρεύουσαν, ἡ ἐπιτροπὴ θὰ ἐργασθῇ ἐν πνεύματι συνεννοήσεως. Ἡ ἐπιτροπὴ αὕτη, κύριοι, δὲν δύναται νὰ περιορισθῇ εἰς τὴν ἐντολὴν τῆς ὁποίας ἐζήτησεν ὁ κ. Πατσουράκος. Ὀφείλει νὰ ἐξετάσῃ τὸ ζήτημα εἰς ὅλην αὐτοῦ τὴν ἔκτασιν καὶ νὰ ὑποβάλῃ πόρισμα μετὰ πάσης εὐσυνειδησίας. Ἡ Βουλὴ τότε θὰ ἀποφανθῇ. Ἀλλὰ πρέπει νὰ ἐνθυμούμεθα ὅτι τὸ γλωσσικὸν ζήτημα δὲν εἶναι ζήτημα κομματικόν. Ὅλα τὰ κόμματα ὀφείλουσι νὰ συνεργασθῶσι διὰ νὰ διατηρηθῇ ἡ ἑνότης τῆς ἐθνικῆς ἡμῶν γλώσσης. Τοῦτο εἶναι καθῆκον πάντων ἡμῶν. ΚΟΥΛΟΥΜΒΑΚΗΣ. Καλλίτερον εἶναι νὰ τὴν ἀναγνωρίσῃ καὶ ὄχι νὰ τὴν ἀρνηθῇ. ΒΕΝΙΖΕΛΟΣ. Ἡ ἐπιτροπὴ εἶναι ἤδη ὡς ἕνεκα εἰς τὴν ἐργασίαν καὶ ἀπὸ τοῦτο ἐξέρχεται τὸ συμπέρασμα ὅτι ἡ γλῶσσα ἡμῶν θὰ προστατευθῇ. Νομίζω ὅτι ἐκεῖνοι οἱ ὁποῖοι ἐπιθυμοῦσι τὴν πρόοδον τῆς γλώσσης πρέπει νὰ ἐργάζωνται διὰ τῆς συγγραφῆς. Ἡ Κυβέρνησις δὲν θὰ ἐμποδίσῃ οὐδένα. ΚΟΥΛΟΥΜΒΑΚΗΣ. Νομίζω ὅτι θὰ εἶναι καλλίτερον. ΒΕΝΙΖΕΛΟΣ. Νομίζω λοιπὸν ὅτι δὲν χρειάζεται ἄλλη συζήτησις ἐπὶ τοῦ ζητήματος. Ἡ Βουλὴ δὲν δύναται νὰ λύσῃ γλωσσικὰ ζητήματα διὰ ψηφοφορίας. Ἡ γλῶσσα ἀναπτύσσεται ἐλευθέρως καὶ ἡ παιδεία ὀφείλει νὰ ἀκολουθῇ τὴν ἐθνικὴν παράδοσιν. Ἡ ἐπιτροπὴ τὴν ὁποίαν προτείνομεν θὰ συνίσταται ἐκ βουλευτῶν ὅλων τῶν κομμάτων. Θὰ ἔχῃ δὲ ὡς ἔργον τὴν μελέτην τοῦ ζητήματος καὶ τὴν ὑποβολὴν προτάσεως. Δὲν πιστεύω ὅτι ὑπάρχει λόγος ἀνησυχίας. ΚΟΥΛΟΥΜΒΑΚΗΣ. Εἰς τὴν λέξιν ἐπιτροπὴν ἔχω ἀντιρρήσεις. ΒΕΝΙΖΕΛΟΣ. Ἐπικαλοῦμαι τὸν κ. Πατσουράκον. Ὁ Πατσουράκος τὴν πρότασιν ὑπέβαλε μετὰ τὴν συζήτησιν, διὰ νὰ ἐξακριβωθῇ ἡ θέσις τῆς Κυβερνήσεως. ΠΑΤΣΟΥΡΑΚΟΣ. Τελευταῖον ἴδιος ἀπὸ ποῦ τοῦτο ὑπεβλήθη; ΒΕΝΙΖΕΛΟΣ. Καὶ ἐκφράσας τὰ ζητήματα ὅπως ὀφείλουν νὰ μᾶς τὰ ἐκθέσουν. Καὶ ἡ κυβέρνησις ἔχει καθῆκον νὰ σεβασθῇ τὴν ἀπόφασιν. Ἐν τοῦτο νομίζω ὅτι ἡ ἐντολὴ ἡ ὁποία θὰ δοθῇ εἰς τὴν ἐπιτροπὴν εἶναι σαφής. Δὲν πιστεύω ὅτι θὰ ὑπάρξῃ διαφωνία. (Χειροκροτήματα). Ἐκεῖνο τὸ ὁποῖον ἐπιθυμῶ νὰ τονίσω εἶναι ὅτι οὐδεὶς ἐν τῇ Βουλῇ ταύτῃ θέλει τὴν καταστροφὴν τῆς ἐθνικῆς γλώσσης. Ὅλοι ἐπιθυμοῦμεν τὴν προαγωγὴν αὐτῆς καὶ τὴν ἀνάπτυξιν τῆς παιδείας ἐν τῷ ἐθνικῷ πνεύματι. [298,74,536,2204]
shipping-title: ΑΝΑΤΟΛΙΚΗ ΑΤΜΟΠΛΟΙΑ [1049,939,1214,953]
typewriter-signature: ΑΛΕΞ. ΠΑΠΑΣΠΥΡΟΣ [1122,1276,1229,1287]
column-4: τὰς ἐνταῦθα ἐπιτροπῆς, ὅτι νὰ ἐξετάσουν ἂν τὸ γλωσσικὸν ζήτημα ὑπάρχει ὡς γενικὸν ἐθνικὸν ζήτημα, ἐπιβολῆς τῶν ἐθνικῶν συμφερόντων. ΠΑΤΣΟΥΡΑΚΟΣ. Καὶ περὶ ἐπιτήμου ἐθνικοῦ οὐδεὶς λόγος; ΜΙΑ ΦΩΝΗ. Καὶ περὶ ἰδιότητος εἴπατε; ΠΡΟΕΔΡΟΣ. Αὐτὴ εἶναι ἡ πρότασις. Ὁ κ. Πρόεδρος ἐρωτᾷ τὴν Βουλὴν ἂν δέχεται τὴν πρότασιν. Ἡ Βουλὴ παραδέχεται. Ὁ κ. ΠΡΟΕΔΡΟΣ ἀνακοινοῖ ὅτι προσεκρούσθη ἡ συνεδρίασις ἐπὶ δεκαπέντε λεπτά, ὥστε νὰ γίνῃ μυστικὴ ψηφοφορία. Ἀπαιτεῖται διὰ τοῦ τούτου ἐγγραφῇ τὴν 8ην μ. μ. ὥραν τῆς προσεχοῦς Πέμπτης. Μετὰ τοῦτο διακόπτεται ἡ συνεδρίασις διὰ 5 λεπτά. ✶✶✶✶✶✶✶✶✶✶✶✶ ΜΕΤΑ ΤΗΝ ΔΙΑΚΟΠΗΝ Ἐπαναλαμβανομένης μετὰ δέκα λεπτὰ τῆς διακοπῆς ἡ συνεδρίασις. Ἀρχεται ἡ συζήτησις ἐπὶ τῶν ἄρθρων συνταγματικῆς καὶ τοῦ 14 περὶ τύπου, ὅπερ εἶναι ἐκ τῶν προσεχῶν. «Βελτιοῦται ὁ τύπος τῇ ἐλευθερίᾳ καὶ ἡ λογοκρισία ἀπαγορεύεται. Ἡ κατάσχεσις ἐφημερίδων καὶ ἄλλων ἐντύπων ἀπαγορεύεται, ἐκτὸς ἐὰν πρόκειται περὶ προσβολῆς τῆς χριστιανικῆς θρησκείας ἢ τοῦ προσώπου τοῦ Βασιλέως». Ὁ τύπος εἶναι ἐλεύθερος. Ἡ λογοκρισία καὶ πᾶν ἄλλο προληπτικὸν μέτρον ἀπαγορεύονται. Ἐπιτρέπεται ἡ κατάσχεσις ἐφημερίδων μόνον μετὰ τὴν δημοσίευσιν καὶ ἐπὶ ρητῶς ὁριζομένων περιπτώσεων. Ἡ κατάσχεσις γίνεται μόνον κατόπιν ἐντολῆς τοῦ εἰσαγγελέως, ἐντὸς 24 ὡρῶν ἀπὸ τῆς κυκλοφορίας τοῦ φύλλου. Ὁ ἐκδότης ἔχει δικαίωμα προσφυγῆς εἰς τὸ Δικαστικὸν Συμβούλιον, τὸ ὁποῖον ὀφείλει νὰ ἀποφανθῇ ἐντὸς τριῶν ἡμερῶν. «Τὸ δικαστικὸν συμβούλιον ἐπὶ ὁρισμένων προθεσμιῶν ἀποφασίζει περὶ τῆς διατηρήσεως ἢ τῆς ἄρσεως τῆς κατασχέσεως, ἄλλως αὕτη αἴρεται αὐτοδικαίως». «Ἐξαιρετικῶς ἐπιτρέπεται ἡ δημοσιεύσις κατηγορήσεων πρὸς ὑπαλλήλους, ἐφ᾽ ὅσον αὗται ἀφορῶσι τὴν ἐκτέλεσιν τῶν καθηκόντων αὐτῶν, καὶ ἡ ἀπόδειξις τῆς ἀληθείας ἐπιτρέπεται». «Εἰς μόνον ἐκεῖνος Ἕλλην ἀπολαύει τοῦ δικαιώματος τοῦ ἐκδότου ἐφημερίδος». «Ὁ ἐκδότης ἐφημερίδος καὶ ὁ συντάκτης εὐθύνονται ἀλληλεγγύως διὰ τὰ δημοσιευόμενα ἄρθρα, ἐὰν ὁ συντάκτης εἶναι ἄγνωστος». Η ΕΛΕΥΘΕΡΙΑ ΤΟΥ ΤΥΠΟΥ Πρῶτος λαμβάνει τὸν λόγον ὁ κ. ΣΙΜΟΣ, ὅστις διὰ μακρῶν ἀναπτύσσει τὰς ἀρχὰς αὐτοῦ περὶ ἐλευθερίας τοῦ τύπου. Λέγει ὅτι ἡ ἐλευθερία τοῦ τύπου εἶναι ἡ βάσις τοῦ κοινοβουλευτικοῦ πολιτεύματος καὶ ὅτι πᾶς περιορισμὸς αὐτῆς εἶναι ἐπικίνδυνος. Ὁ κ. βουλευτὴς ἀναφέρει ὅτι ἐν Ῥουμανίᾳ ὁ τύπος ἀπολαύει πλήρους ἐλευθερίας καὶ ὅμως οὐδεμία κατάχρησις παρατηρεῖται. Ἡ Ἑλλὰς ὀφείλει νὰ μιμηθῇ τὸ παράδειγμα τοῦτο. —Ἡ ἐλευθερία τοῦ τύπου, λέγει, εἶναι τὸ μέσον διὰ τοῦ ὁποίου ὁ λαὸς ἐλέγχει τὴν Κυβέρνησιν. Χωρὶς ἐλεύθερον τύπον δὲν ὑπάρχει ἐλευθερία. Ἐπίσης ἡ προσοχὴ τῆς Κυβερνήσεως ἐπιβάλλει τὴν προστασίαν τῶν δημοσιογράφων ἀπὸ τὰς αὐθαιρέτους διώξεις. Ὁ κ. Σίμος καταλήγει ὅτι θὰ ψηφίσῃ τὸ ἄρθρον. ΑΙ ΤΡΟΠΟΛΟΓΙΑΙ Ὁμιλεῖ εἶτα ὁ κ. Πρόεδρος ὅτι ὑπάρχουσι τροπολογίαι. Ἡ ἐπιτροπὴ λέγει ὅτι δὲν δύναται νὰ τὰς δεχθῇ, διότι ἀντίκεινται πρὸς τὸ πνεῦμα τῆς διατάξεως. Λέγει κατόπιν ὅτι ὑπάρχουν παραδείγματα ὅπου ἡ κατάχρησις τῆς ἐλευθερίας ἐπέφερε ζημίας. Ἀλλὰ τὸ φάρμακον δὲν εἶναι ὁ περιορισμὸς, ἀλλ᾽ ἡ αὐστηρὰ ἐφαρμογὴ τῶν ποινικῶν νόμων. Περὶ τῶν τροπολογιῶν ὁ κ. Πρόεδρος ἀνακοινοῖ ὅτι θὰ τεθῶσιν εἰς ψηφοφορίαν κατὰ σειρὰν ὑποβολῆς. ΚΟΥΛΟΥΜΒΑΚΗΣ. Αὐτὸ τὸ ὁποῖον λέγει ὁ κ. Σίμος εἶναι ὀρθόν, ἀλλὰ πρέπει νὰ ληφθῶσι μέτρα κατὰ τῶν συκοφαντιῶν. ΣΙΜΟΣ. Ἀναγνωρίζω τὴν προτεινομένην τροπολογίαν, ἀλλὰ δὲν νομίζω ὅτι εἶναι ἀναγκαία. ΥΠΕΡ ΚΑΙ ΚΑΤΑ Ὁ κ. ΜΠΡΙΣΗΜΙΤΖΑΚΗΣ ἐξετάζει τὸ ζήτημα ἀπὸ νομικῆς ἀπόψεως καὶ λέγει ὅτι ἡ ἐλευθερία τοῦ τύπου πρέπει νὰ ἔχῃ ὅρια. Ὁ τύπος ὀφείλει νὰ σέβεται τὴν τιμὴν τῶν πολιτῶν καὶ τὴν δημοσίαν τάξιν. [774,74,1012,2204]
heading-epitheseis: ΑΙ ΕΠΙΘΕΣΕΙΣ ΤΟΥ Κ. ΠΑΤΣΟΥΡΑΚΟΥ [101,836,257,862]
article-subtitle: (Συνέχεια ἐκ τοῦ χθεσινοῦ) [1306,180,1433,190]
separator: ✶✶✶✶✶✶✶✶✶✶✶✶ [616,1004,695,1015]
heading-epitropi: Η ΕΠΙΤΡΟΠΗ.—ΙΣΛΑΙΤΕΙΣ ΕΜΠΙΣΤΟΣΥΝΗΣ [561,1020,750,1046]
heading-apantiseis: ΑΠΑΝΤΗΣΙΣ ΤΟΥ Κ. ΒΕΝΙΖΕΛΟΥ [584,1171,727,1198]
shipping-source: (Ἐκ τοῦ Πρακτορείου) [1085,1143,1188,1154]
heading-ypiresiai: ΑΙ ΥΠΗΡΕΣΙΑΙ ΤΟΥ ΤΥΠΟΥ [1036,366,1227,381]
